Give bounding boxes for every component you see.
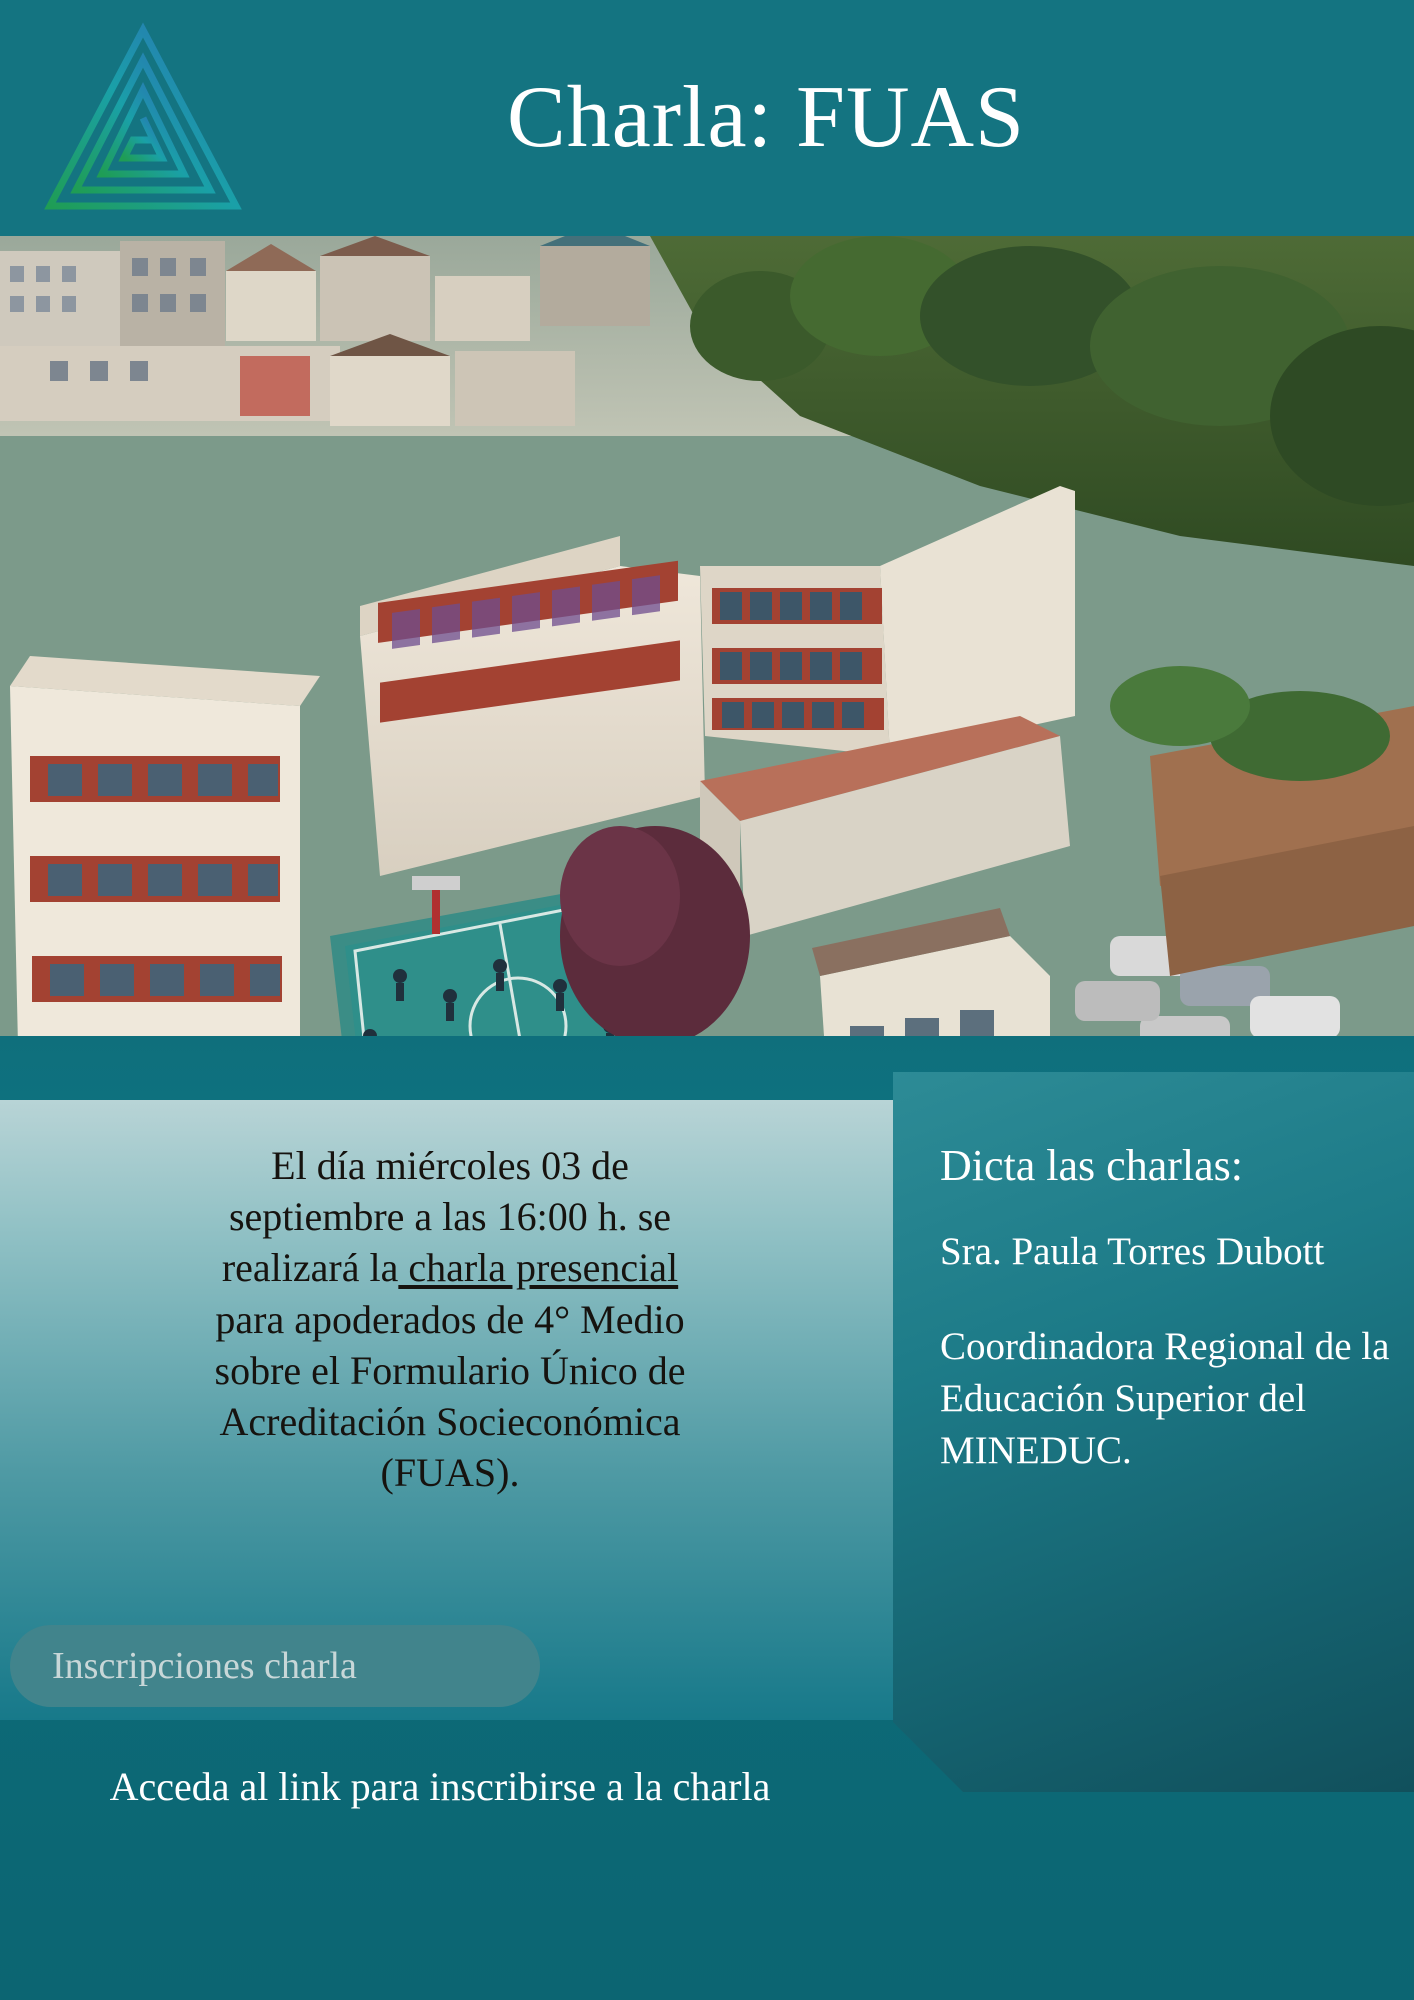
- speaker-panel-content: [940, 1140, 1390, 1477]
- event-description: [60, 1140, 840, 1498]
- speaker-name: Sra. Paula Torres Dubott: [940, 1229, 1325, 1273]
- description-line-6: Acreditación Socieconómica: [219, 1398, 681, 1444]
- poster-header: [0, 0, 1414, 236]
- triangle-spiral-logo: [38, 18, 248, 218]
- description-line-5: sobre el Formulario Único de: [214, 1347, 686, 1393]
- description-line-1: El día miércoles 03 de: [271, 1143, 629, 1188]
- charla-presencial-emphasis: charla presencial: [398, 1245, 679, 1291]
- speaker-role: Coordinadora Regional de la Educación Superior del MINEDUC.: [940, 1325, 1390, 1473]
- description-line-3: [60, 1242, 840, 1293]
- description-line-4: para apoderados de 4° Medio: [215, 1296, 685, 1342]
- page-title: Charla: FUAS: [507, 69, 1025, 166]
- inscripciones-charla-button[interactable]: Inscripciones charla: [10, 1625, 540, 1707]
- description-line-7: (FUAS).: [380, 1450, 520, 1496]
- description-line-3-text: realizará la: [221, 1245, 399, 1291]
- description-line-2: septiembre a las 16:00 h. se: [228, 1194, 672, 1240]
- registration-caption: Acceda al link para inscribirse a la charla: [109, 1764, 771, 1809]
- school-aerial-photo: [0, 236, 1414, 1036]
- speaker-heading: Dicta las charlas:: [940, 1141, 1243, 1190]
